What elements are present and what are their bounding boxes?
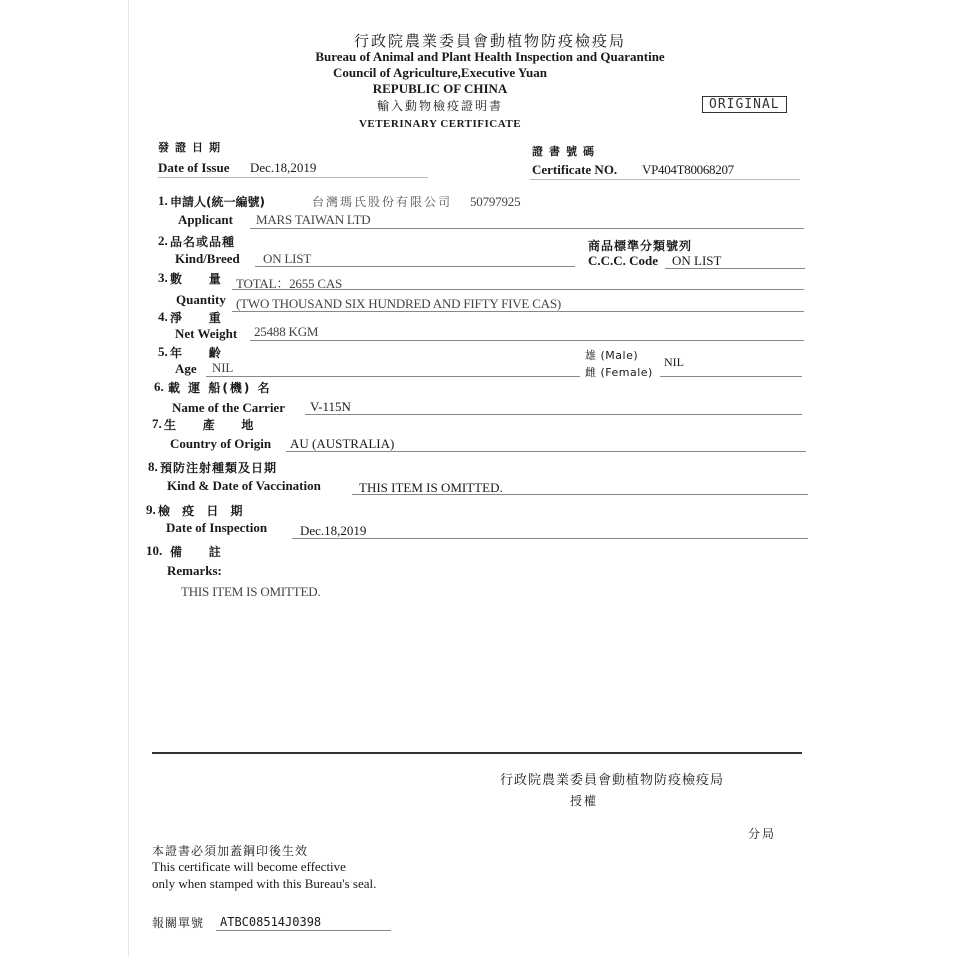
quantity-label-zh: 數 量 <box>170 272 223 286</box>
male-label: 雄 (Male) <box>585 349 639 362</box>
issue-date-label: Date of Issue <box>158 160 230 175</box>
declaration-number: ATBC08514J0398 <box>220 915 322 929</box>
field-number: 9. <box>146 502 156 517</box>
field-number: 1. <box>158 193 168 208</box>
kind-label-zh: 品名或品種 <box>170 235 236 249</box>
quantity-words: (TWO THOUSAND SIX HUNDRED AND FIFTY FIVE CAS) <box>236 296 562 311</box>
quantity-label: Quantity <box>176 292 226 307</box>
ccc-label-zh: 商品標準分類號列 <box>588 239 693 253</box>
branch-zh: 分局 <box>748 827 777 841</box>
original-stamp: ORIGINAL <box>702 96 787 113</box>
seal-note-line2: only when stamped with this Bureau's seal. <box>152 876 377 891</box>
inspection-label-zh: 檢 疫 日 期 <box>158 504 247 518</box>
issue-date-value: Dec.18,2019 <box>250 160 317 175</box>
field-number: 6. <box>154 379 164 394</box>
authorized-zh: 授權 <box>570 794 599 808</box>
applicant-label: Applicant <box>178 212 233 227</box>
field-number: 4. <box>158 309 168 324</box>
cert-title-en: VETERINARY CERTIFICATE <box>358 118 522 130</box>
origin-value: AU (AUSTRALIA) <box>290 436 395 451</box>
field-number: 10. <box>146 543 163 558</box>
seal-note-zh: 本證書必須加蓋鋼印後生效 <box>152 844 309 858</box>
cert-no-value: VP404T80068207 <box>642 162 734 177</box>
ccc-label: C.C.C. Code <box>588 253 659 268</box>
declaration-label-zh: 報關單號 <box>152 916 205 930</box>
council-name: Council of Agriculture,Executive Yuan <box>332 65 548 80</box>
remarks-label: Remarks: <box>167 563 222 578</box>
cert-title-zh: 輸入動物檢疫證明書 <box>376 99 503 113</box>
female-label: 雌 (Female) <box>585 366 653 379</box>
kind-label: Kind/Breed <box>175 251 240 266</box>
sex-value: NIL <box>664 355 684 369</box>
weight-label-zh: 淨 重 <box>170 311 223 325</box>
field-number: 7. <box>152 416 162 431</box>
applicant-value: MARS TAIWAN LTD <box>256 212 371 227</box>
vaccination-value: THIS ITEM IS OMITTED. <box>359 480 503 495</box>
inspection-value: Dec.18,2019 <box>300 523 367 538</box>
cert-no-label-zh: 證書號碼 <box>532 145 600 158</box>
applicant-name-zh: 台灣瑪氏股份有限公司 <box>312 195 453 209</box>
remarks-value: THIS ITEM IS OMITTED. <box>181 584 321 599</box>
country-name: REPUBLIC OF CHINA <box>372 81 508 96</box>
age-label: Age <box>175 361 197 376</box>
footer-agency-zh: 行政院農業委員會動植物防疫檢疫局 <box>500 773 725 788</box>
issue-date-label-zh: 發證日期 <box>158 141 226 154</box>
weight-value: 25488 KGM <box>254 324 319 339</box>
carrier-label-zh: 載 運 船(機) 名 <box>168 381 272 395</box>
ccc-value: ON LIST <box>672 253 722 268</box>
carrier-label: Name of the Carrier <box>172 400 285 415</box>
inspection-label: Date of Inspection <box>166 520 268 535</box>
field-number: 3. <box>158 270 168 285</box>
agency-name-zh: 行政院農業委員會動植物防疫檢疫局 <box>353 32 626 50</box>
field-number: 5. <box>158 344 168 359</box>
applicant-label-zh: 申請人(統一編號) <box>170 195 265 209</box>
origin-label: Country of Origin <box>170 436 272 451</box>
origin-label-zh: 生 產 地 <box>164 418 256 432</box>
field-number: 2. <box>158 233 168 248</box>
quantity-total: TOTAL：2655 CAS <box>236 276 343 291</box>
signature-line <box>152 752 802 754</box>
kind-value: ON LIST <box>263 251 312 266</box>
carrier-value: V-115N <box>310 399 351 414</box>
seal-note-line1: This certificate will become effective <box>152 859 346 874</box>
vaccination-label: Kind & Date of Vaccination <box>167 478 321 493</box>
weight-label: Net Weight <box>175 326 238 341</box>
age-label-zh: 年 齡 <box>170 346 223 360</box>
applicant-tax-id: 50797925 <box>470 194 521 209</box>
cert-no-label: Certificate NO. <box>532 162 618 177</box>
field-number: 8. <box>148 459 158 474</box>
vaccination-label-zh: 預防注射種類及日期 <box>160 461 278 475</box>
agency-name-en: Bureau of Animal and Plant Health Inspection and Quarantine <box>315 49 665 64</box>
remarks-label-zh: 備 註 <box>170 545 223 559</box>
age-value: NIL <box>212 360 234 375</box>
